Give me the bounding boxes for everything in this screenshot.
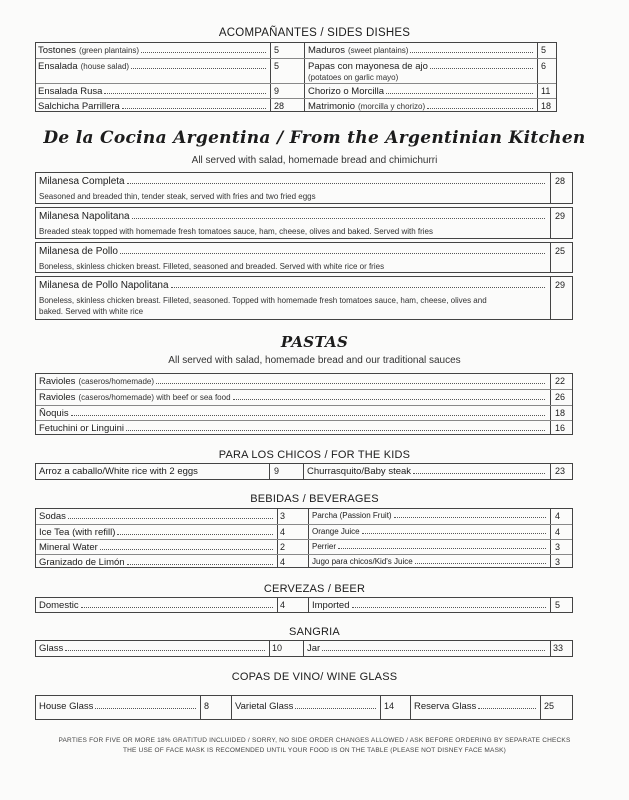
table-row <box>36 98 556 113</box>
item-name: Parcha (Passion Fruit) <box>312 511 392 520</box>
beer-heading: CERVEZAS / BEER <box>263 583 366 595</box>
item-price: 4 <box>555 527 561 537</box>
item-price: 6 <box>541 61 547 71</box>
item-price: 25 <box>555 246 566 256</box>
item-name: Papas con mayonesa de ajo <box>308 61 428 72</box>
item-price: 4 <box>280 557 286 567</box>
item-name: Churrasquito/Baby steak <box>307 466 412 477</box>
item-price: 5 <box>274 61 280 71</box>
item-price: 3 <box>280 511 286 521</box>
footer-notice: PARTIES FOR FIVE OR MORE 18% GRATITUD INCLUIDED / SORRY, NO SIDE ORDER CHANGES ALLOWED / ASK BEFORE ORDERING BY SEPARATE CHECKS <box>58 737 571 744</box>
item-description: Boneless, skinless chicken breast. Filleted, seasoned and breaded. Served with white rice or fries <box>39 262 385 271</box>
item-name: Mineral Water <box>39 542 98 553</box>
item-name: Fetuchini or Linguini <box>39 423 125 434</box>
item-note: (caseros/homemade) with beef or sea food <box>78 393 231 402</box>
footer-notice: THE USE OF FACE MASK IS RECOMENDED UNTIL YOUR FOOD IS ON THE TABLE (PLEASE NOT DISNEY FACE MASK) <box>122 747 507 754</box>
table-row <box>36 43 556 58</box>
item-price: 25 <box>544 701 555 711</box>
wine-table <box>35 695 573 720</box>
item-price: 33 <box>553 643 564 653</box>
item-price: 11 <box>541 86 551 96</box>
item-price: 29 <box>555 211 566 221</box>
kids-heading: PARA LOS CHICOS / FOR THE KIDS <box>218 449 411 461</box>
sides-heading: ACOMPAÑANTES / SIDES DISHES <box>218 27 411 39</box>
pastas-table <box>35 373 573 435</box>
item-name: Ñoquis <box>39 408 69 419</box>
item-price: 18 <box>555 408 566 418</box>
item-price: 5 <box>541 45 547 55</box>
item-name: Milanesa de Pollo <box>39 246 118 257</box>
item-note: (green plantains) <box>79 46 140 55</box>
item-note: (potatoes on garlic mayo) <box>308 73 399 82</box>
sides-table <box>35 42 557 112</box>
item-price: 26 <box>555 392 566 402</box>
table-row <box>36 539 572 554</box>
item-description: Seasoned and breaded thin, tender steak, served with fries and two fried eggs <box>39 192 316 201</box>
table-row <box>36 405 572 420</box>
item-name: Orange Juice <box>312 527 360 536</box>
item-description: Breaded steak topped with homemade fresh tomatoes sauce, ham, cheese, olives and baked. Served with fries <box>39 227 433 236</box>
item-name: Reserva Glass <box>414 701 477 712</box>
item-name: Ravioles <box>39 376 76 387</box>
pastas-title: PASTAS <box>280 333 349 351</box>
kitchen-subtitle: All served with salad, homemade bread and chimichurri <box>191 155 438 166</box>
item-price: 23 <box>555 466 566 476</box>
item-price: 16 <box>555 423 566 433</box>
item-price: 4 <box>280 527 286 537</box>
item-price: 9 <box>274 466 280 476</box>
item-name: Domestic <box>39 600 79 611</box>
item-name: Jugo para chicos/Kid's Juice <box>312 557 413 566</box>
item-name: Jar <box>307 643 321 654</box>
item-price: 3 <box>555 542 561 552</box>
item-name: Matrimonio <box>308 101 355 112</box>
item-note: (house salad) <box>80 62 130 71</box>
beverages-heading: BEBIDAS / BEVERAGES <box>250 493 379 505</box>
item-price: 28 <box>274 101 285 111</box>
item-name: Glass <box>39 643 64 654</box>
menu-item-card <box>35 172 573 204</box>
item-name: Sodas <box>39 511 66 522</box>
item-name: Milanesa Napolitana <box>39 211 130 222</box>
kids-table <box>35 463 573 480</box>
item-name: Tostones <box>38 45 77 56</box>
item-description: Boneless, skinless chicken breast. Filleted, seasoned. Topped with homemade fresh tomatoes sauce, ham, cheese, olives and <box>39 296 487 305</box>
item-note: (sweet plantains) <box>347 46 409 55</box>
item-note: (morcilla y chorizo) <box>358 102 426 111</box>
kitchen-title: De la Cocina Argentina / From the Argentinian Kitchen <box>43 128 586 148</box>
table-row <box>36 374 572 389</box>
item-name: Perrier <box>312 542 337 551</box>
table-row <box>36 420 572 436</box>
menu-item-card <box>35 276 573 320</box>
table-row <box>36 58 556 83</box>
item-name: Varietal Glass <box>235 701 294 712</box>
item-price: 2 <box>280 542 286 552</box>
item-name: Ice Tea (with refill) <box>39 527 116 538</box>
item-price: 10 <box>272 643 283 653</box>
item-price: 28 <box>555 176 566 186</box>
table-row <box>36 554 572 569</box>
item-name: Chorizo o Morcilla <box>308 86 385 97</box>
item-price: 29 <box>555 280 566 290</box>
sangria-table <box>35 640 573 657</box>
pastas-subtitle: All served with salad, homemade bread and our traditional sauces <box>168 355 461 366</box>
table-row <box>36 83 556 98</box>
menu-item-card <box>35 207 573 239</box>
item-price: 9 <box>274 86 280 96</box>
item-name: Ensalada <box>38 61 78 72</box>
item-price: 4 <box>280 600 286 610</box>
item-name: Granizado de Limón <box>39 557 125 568</box>
wine-heading: COPAS DE VINO/ WINE GLASS <box>231 671 398 683</box>
beverages-table <box>35 508 573 568</box>
item-price: 5 <box>274 45 280 55</box>
item-price: 3 <box>555 557 561 567</box>
item-name: Arroz a caballo/White rice with 2 eggs <box>39 466 198 477</box>
item-price: 18 <box>541 101 552 111</box>
item-name: Ravioles <box>39 392 76 403</box>
table-row <box>36 389 572 405</box>
item-name: Maduros <box>308 45 345 56</box>
item-name: Milanesa de Pollo Napolitana <box>39 280 169 291</box>
item-name: Ensalada Rusa <box>38 86 103 97</box>
item-price: 22 <box>555 376 566 386</box>
menu-item-card <box>35 242 573 273</box>
item-description: baked. Served with white rice <box>39 307 144 316</box>
beer-table <box>35 597 573 613</box>
table-row <box>36 509 572 524</box>
item-name: House Glass <box>39 701 94 712</box>
item-price: 5 <box>555 600 561 610</box>
item-price: 8 <box>204 701 210 711</box>
table-row <box>36 524 572 539</box>
item-name: Salchicha Parrillera <box>38 101 120 112</box>
item-name: Milanesa Completa <box>39 176 125 187</box>
item-price: 4 <box>555 511 561 521</box>
item-note: (caseros/homemade) <box>78 377 155 386</box>
sangria-heading: SANGRIA <box>289 626 340 638</box>
item-name: Imported <box>312 600 350 611</box>
item-price: 14 <box>384 701 395 711</box>
